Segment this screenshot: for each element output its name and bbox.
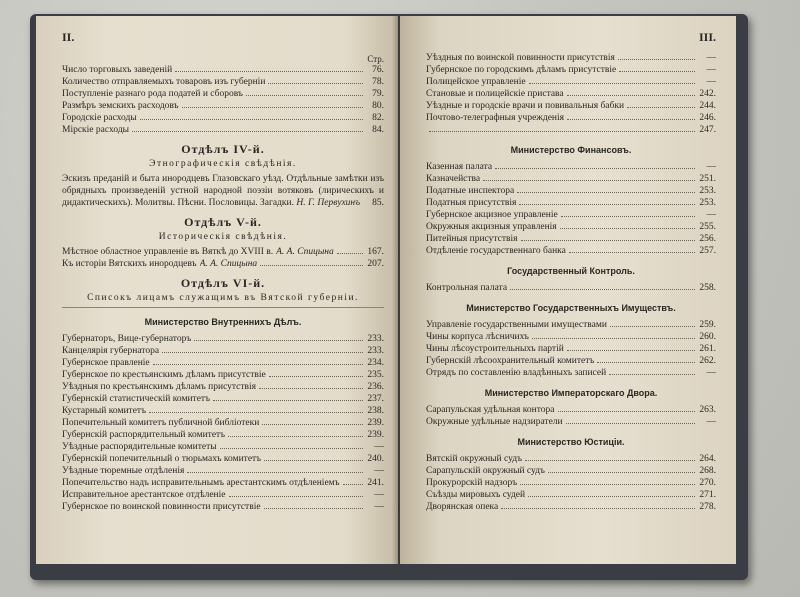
toc-entry-page: 240. bbox=[367, 454, 384, 464]
leader-dots bbox=[268, 83, 363, 84]
leader-dots bbox=[262, 424, 363, 425]
toc-entry bbox=[62, 453, 384, 465]
leader-dots bbox=[132, 131, 363, 132]
toc-entry bbox=[62, 258, 384, 270]
toc-entry bbox=[62, 124, 384, 136]
leader-dots bbox=[213, 400, 363, 401]
toc-entry bbox=[62, 345, 384, 357]
leader-dots bbox=[529, 83, 695, 84]
leader-dots bbox=[567, 350, 695, 351]
toc-entry bbox=[62, 393, 384, 405]
toc-entry-page: 259. bbox=[699, 320, 716, 330]
leader-dots bbox=[187, 472, 363, 473]
ministry-interior-heading: Министерство Внутреннихъ Дѣлъ. bbox=[144, 317, 302, 327]
leader-dots bbox=[495, 168, 695, 169]
toc-entry bbox=[62, 477, 384, 489]
toc-entry-page: 247. bbox=[699, 125, 716, 135]
leader-dots bbox=[567, 95, 695, 96]
toc-entry-title: Отрядъ по составленію владѣнныхъ записей bbox=[426, 368, 607, 378]
section-4-text: Эскизъ преданій и быта инородцевъ Глазовскаго уѣзд. Отдѣльные замѣтки изъ обрядныхъ произведеній устной народной поэзіи вотяковъ (лирическихъ и дидактическихъ). Молитвы. Пѣсни. Пословицы. Загадки. bbox=[62, 174, 384, 208]
toc-entry-title: Мѣстное областное управленіе въ Вяткѣ до XVIII в. bbox=[62, 247, 274, 257]
toc-entry bbox=[426, 100, 716, 112]
leader-dots bbox=[627, 107, 695, 108]
left-page-number: II. bbox=[62, 30, 75, 44]
toc-entry-title: Управленіе государственными имуществами bbox=[426, 320, 607, 330]
toc-entry-page: 236. bbox=[367, 382, 384, 392]
toc-entry bbox=[62, 465, 384, 477]
leader-dots bbox=[532, 338, 695, 339]
section-6-subtitle: Списокъ лицамъ служащимъ въ Вятской губерніи. bbox=[87, 293, 359, 303]
toc-entry-title: Почтово-телеграфныя учрежденія bbox=[426, 113, 565, 123]
right-entries-finance bbox=[426, 161, 716, 257]
leader-dots bbox=[566, 423, 695, 424]
toc-entry-title: Становые и полицейскіе пристава bbox=[426, 89, 564, 99]
toc-entry bbox=[62, 429, 384, 441]
toc-entry-title: Сарапульскій окружный судъ bbox=[426, 466, 545, 476]
toc-entry-page: — bbox=[374, 490, 384, 500]
toc-entry-title: Губернскій распорядительный комитетъ bbox=[62, 430, 226, 440]
right-page-number: III. bbox=[698, 30, 716, 44]
toc-entry bbox=[426, 453, 716, 465]
toc-entry bbox=[426, 489, 716, 501]
open-book bbox=[30, 8, 748, 580]
toc-entry-page: — bbox=[706, 65, 716, 75]
toc-entry bbox=[426, 465, 716, 477]
toc-entry-page: 241. bbox=[367, 478, 384, 488]
toc-entry-title: Дворянская опека bbox=[426, 502, 499, 512]
toc-entry-page: 270. bbox=[699, 478, 716, 488]
leader-dots bbox=[153, 364, 363, 365]
leader-dots bbox=[162, 352, 363, 353]
toc-entry-title: Податные инспектора bbox=[426, 186, 515, 196]
toc-entry bbox=[426, 161, 716, 173]
toc-entry-page: 76. bbox=[372, 65, 384, 75]
toc-entry bbox=[426, 331, 716, 343]
leader-dots bbox=[609, 374, 695, 375]
toc-entry bbox=[426, 282, 716, 294]
toc-entry-title: Губернское правленіе bbox=[62, 358, 150, 368]
toc-entry bbox=[62, 64, 384, 76]
toc-entry-title: Размѣръ земскихъ расходовъ bbox=[62, 101, 179, 111]
leader-dots bbox=[560, 228, 695, 229]
left-entries-interior bbox=[62, 333, 384, 513]
toc-entry bbox=[62, 112, 384, 124]
toc-entry-title: Губернское по крестьянскимъ дѣламъ присутствіе bbox=[62, 370, 266, 380]
toc-entry-title: Количество отправляемыхъ товаровъ изъ губерніи bbox=[62, 77, 266, 87]
toc-entry bbox=[426, 185, 716, 197]
left-page bbox=[36, 16, 398, 564]
toc-entry bbox=[62, 441, 384, 453]
toc-entry-title: Сарапульская удѣльная контора bbox=[426, 405, 555, 415]
toc-entry-page: 234. bbox=[367, 358, 384, 368]
toc-entry bbox=[62, 417, 384, 429]
toc-entry-author: А. А. Спицына bbox=[276, 247, 334, 257]
ministry-finance-heading: Министерство Финансовъ. bbox=[510, 145, 632, 155]
toc-entry-page: — bbox=[706, 368, 716, 378]
leader-dots bbox=[337, 253, 363, 254]
toc-entry bbox=[426, 52, 716, 64]
toc-entry bbox=[62, 88, 384, 100]
toc-entry-title: Губернаторъ, Вице-губернаторъ bbox=[62, 334, 192, 344]
leader-dots bbox=[567, 119, 695, 120]
leader-dots bbox=[220, 448, 363, 449]
toc-entry-title: Губернское акцизное управленіе bbox=[426, 210, 558, 220]
toc-entry-title: Исправительное арестантское отдѣленіе bbox=[62, 490, 226, 500]
toc-entry bbox=[62, 369, 384, 381]
leader-dots bbox=[260, 265, 363, 266]
toc-entry bbox=[426, 343, 716, 355]
toc-entry-page: — bbox=[706, 210, 716, 220]
toc-entry-title: Окружные удѣльные надзиратели bbox=[426, 417, 563, 427]
toc-entry bbox=[426, 477, 716, 489]
toc-entry-page: — bbox=[706, 162, 716, 172]
toc-entry-title: Уѣздныя по крестьянскимъ дѣламъ присутствія bbox=[62, 382, 257, 392]
toc-entry-page: 244. bbox=[699, 101, 716, 111]
leader-dots bbox=[597, 362, 695, 363]
toc-entry-page: 251. bbox=[699, 174, 716, 184]
leader-dots bbox=[528, 496, 695, 497]
toc-entry-page: 235. bbox=[367, 370, 384, 380]
right-entries-imperial-court bbox=[426, 404, 716, 428]
toc-entry bbox=[426, 245, 716, 257]
toc-entry-title: Съѣзды мировыхъ судей bbox=[426, 490, 526, 500]
toc-entry bbox=[62, 405, 384, 417]
toc-entry-title: Чины корпуса лѣсничихъ bbox=[426, 332, 529, 342]
toc-entry-author: А. А. Спицына bbox=[199, 259, 258, 269]
toc-entry bbox=[426, 501, 716, 513]
toc-entry bbox=[426, 355, 716, 367]
toc-entry-title: Губернское по городскимъ дѣламъ присутствіе bbox=[426, 65, 617, 75]
toc-entry-title: Полицейское управленіе bbox=[426, 77, 526, 87]
toc-entry bbox=[426, 416, 716, 428]
leader-dots bbox=[264, 508, 363, 509]
toc-entry-title: Къ исторіи Вятскихъ инородцевъ bbox=[62, 259, 197, 269]
section-4-page: 85. bbox=[372, 198, 384, 208]
toc-entry-page: — bbox=[706, 417, 716, 427]
toc-entry bbox=[426, 233, 716, 245]
ministry-justice-heading: Министерство Юстиціи. bbox=[517, 437, 625, 447]
section-4-entry bbox=[62, 173, 384, 209]
ministry-state-property-heading: Министерство Государственныхъ Имуществъ. bbox=[466, 303, 676, 313]
toc-entry-page: 78. bbox=[372, 77, 384, 87]
toc-entry bbox=[62, 333, 384, 345]
toc-entry-title: Отдѣленіе государственнаго банка bbox=[426, 246, 566, 256]
toc-entry-title: Губернскій лѣсоохранительный комитетъ bbox=[426, 356, 595, 366]
toc-entry-title: Контрольная палата bbox=[426, 283, 508, 293]
toc-entry bbox=[426, 64, 716, 76]
toc-entry-page: 261. bbox=[699, 344, 716, 354]
leader-dots bbox=[483, 180, 695, 181]
toc-entry bbox=[426, 209, 716, 221]
toc-entry bbox=[426, 173, 716, 185]
toc-entry-page: — bbox=[374, 502, 384, 512]
left-entries-history bbox=[62, 246, 384, 270]
toc-entry-page: 268. bbox=[699, 466, 716, 476]
toc-entry-title: Городскіе расходы bbox=[62, 113, 137, 123]
toc-entry-page: 257. bbox=[699, 246, 716, 256]
toc-entry-title: Окружныя акцизныя управленія bbox=[426, 222, 557, 232]
leader-dots bbox=[175, 71, 363, 72]
toc-entry-title: Губернскій попечительный о тюрьмахъ комитетъ bbox=[62, 454, 262, 464]
toc-entry-page: 238. bbox=[367, 406, 384, 416]
leader-dots bbox=[182, 107, 363, 108]
toc-entry-page: 207. bbox=[367, 259, 384, 269]
leader-dots bbox=[501, 508, 695, 509]
state-control-heading: Государственный Контроль. bbox=[507, 266, 635, 276]
toc-entry-page: 278. bbox=[699, 502, 716, 512]
toc-entry-title: Мірскіе расходы bbox=[62, 125, 130, 135]
toc-entry bbox=[426, 124, 716, 136]
toc-entry-title: Губернскій статистическій комитетъ bbox=[62, 394, 210, 404]
right-page bbox=[400, 16, 736, 564]
toc-entry-title: Попечительный комитетъ публичной библіотеки bbox=[62, 418, 260, 428]
right-entries-state-property bbox=[426, 319, 716, 379]
toc-entry bbox=[426, 319, 716, 331]
toc-entry-page: 237. bbox=[367, 394, 384, 404]
right-entries-control bbox=[426, 282, 716, 294]
toc-entry bbox=[426, 197, 716, 209]
toc-entry-page: 233. bbox=[367, 334, 384, 344]
leader-dots bbox=[510, 289, 695, 290]
section-4-subtitle: Этнографическія свѣдѣнія. bbox=[149, 159, 297, 169]
leader-dots bbox=[343, 484, 363, 485]
section-5-title: Отдѣлъ V-й. bbox=[184, 215, 262, 229]
leader-dots bbox=[429, 131, 695, 132]
toc-entry-title: Кустарный комитетъ bbox=[62, 406, 146, 416]
toc-entry bbox=[426, 76, 716, 88]
toc-entry bbox=[62, 357, 384, 369]
leader-dots bbox=[228, 436, 363, 437]
leader-dots bbox=[558, 411, 695, 412]
toc-entry-page: 84. bbox=[372, 125, 384, 135]
section-6-title: Отдѣлъ VI-й. bbox=[180, 276, 266, 290]
toc-entry-page: 167. bbox=[367, 247, 384, 257]
toc-entry-page: 80. bbox=[372, 101, 384, 111]
leader-dots bbox=[246, 95, 363, 96]
toc-entry-page: 260. bbox=[699, 332, 716, 342]
leader-dots bbox=[269, 376, 363, 377]
left-entries-economics bbox=[62, 64, 384, 136]
leader-dots bbox=[610, 326, 695, 327]
leader-dots bbox=[561, 216, 695, 217]
toc-entry-title: Прокурорскій надзоръ bbox=[426, 478, 518, 488]
leader-dots bbox=[140, 119, 363, 120]
toc-entry-title: Число торговыхъ заведеній bbox=[62, 65, 173, 75]
toc-entry-title: Уѣздныя по воинской повинности присутствія bbox=[426, 53, 615, 63]
toc-entry bbox=[426, 367, 716, 379]
toc-entry bbox=[62, 501, 384, 513]
toc-entry-title: Губернское по воинской повинности присутствіе bbox=[62, 502, 261, 512]
toc-entry-page: — bbox=[706, 53, 716, 63]
leader-dots bbox=[194, 340, 363, 341]
toc-entry bbox=[62, 489, 384, 501]
toc-entry bbox=[426, 88, 716, 100]
toc-entry bbox=[62, 100, 384, 112]
toc-entry-page: 263. bbox=[699, 405, 716, 415]
toc-entry bbox=[62, 381, 384, 393]
leader-dots bbox=[264, 460, 363, 461]
toc-entry-page: 239. bbox=[367, 418, 384, 428]
toc-entry-page: 255. bbox=[699, 222, 716, 232]
divider bbox=[62, 307, 384, 308]
toc-entry-title: Казенная палата bbox=[426, 162, 493, 172]
leader-dots bbox=[519, 204, 695, 205]
ministry-imperial-court-heading: Министерство Императорскаго Двора. bbox=[484, 388, 658, 398]
leader-dots bbox=[569, 252, 695, 253]
toc-entry-title: Уѣздные распорядительные комитеты bbox=[62, 442, 217, 452]
leader-dots bbox=[229, 496, 364, 497]
toc-entry-page: 233. bbox=[367, 346, 384, 356]
leader-dots bbox=[517, 192, 695, 193]
toc-entry-title: Чины лѣсоустроительныхъ партій bbox=[426, 344, 564, 354]
toc-entry-title: Питейныя присутствія bbox=[426, 234, 518, 244]
toc-entry-page: — bbox=[706, 77, 716, 87]
toc-entry bbox=[426, 112, 716, 124]
toc-entry-page: 271. bbox=[699, 490, 716, 500]
leader-dots bbox=[525, 460, 695, 461]
toc-entry-page: 253. bbox=[699, 186, 716, 196]
leader-dots bbox=[521, 240, 696, 241]
left-column-header: Стр. bbox=[367, 54, 384, 64]
toc-entry-title: Казначейства bbox=[426, 174, 481, 184]
toc-entry bbox=[426, 404, 716, 416]
leader-dots bbox=[259, 388, 363, 389]
toc-entry-page: 82. bbox=[372, 113, 384, 123]
right-entries-interior bbox=[426, 52, 716, 136]
toc-entry bbox=[62, 246, 384, 258]
toc-entry-page: 264. bbox=[699, 454, 716, 464]
toc-entry-page: 253. bbox=[699, 198, 716, 208]
section-4-author: Н. Г. Первухинъ bbox=[296, 198, 361, 208]
section-4-title: Отдѣлъ IV-й. bbox=[181, 142, 265, 156]
toc-entry-page: 258. bbox=[699, 283, 716, 293]
toc-entry-page: 262. bbox=[699, 356, 716, 366]
toc-entry-title: Канцелярія губернатора bbox=[62, 346, 160, 356]
leader-dots bbox=[520, 484, 695, 485]
toc-entry-title: Податныя присутствія bbox=[426, 198, 517, 208]
toc-entry-page: 256. bbox=[699, 234, 716, 244]
toc-entry-page: — bbox=[374, 442, 384, 452]
toc-entry-title: Вятскій окружный судъ bbox=[426, 454, 522, 464]
toc-entry bbox=[62, 76, 384, 88]
toc-entry-title: Поступленіе разнаго рода податей и сборовъ bbox=[62, 89, 243, 99]
toc-entry-page: 242. bbox=[699, 89, 716, 99]
leader-dots bbox=[548, 472, 695, 473]
toc-entry-title: Уѣздные и городскіе врачи и повивальныя бабки bbox=[426, 101, 625, 111]
leader-dots bbox=[149, 412, 363, 413]
toc-entry bbox=[426, 221, 716, 233]
section-5-subtitle: Историческія свѣдѣнія. bbox=[158, 232, 288, 242]
toc-entry-page: 239. bbox=[367, 430, 384, 440]
leader-dots bbox=[619, 71, 695, 72]
leader-dots bbox=[618, 59, 695, 60]
toc-entry-title: Уѣздные тюремные отдѣленія bbox=[62, 466, 185, 476]
toc-entry-page: 246. bbox=[699, 113, 716, 123]
toc-entry-page: — bbox=[374, 466, 384, 476]
right-entries-justice bbox=[426, 453, 716, 513]
toc-entry-page: 79. bbox=[372, 89, 384, 99]
toc-entry-title: Попечительство надъ исправительнымъ арестантскимъ отдѣленіемъ bbox=[62, 478, 340, 488]
